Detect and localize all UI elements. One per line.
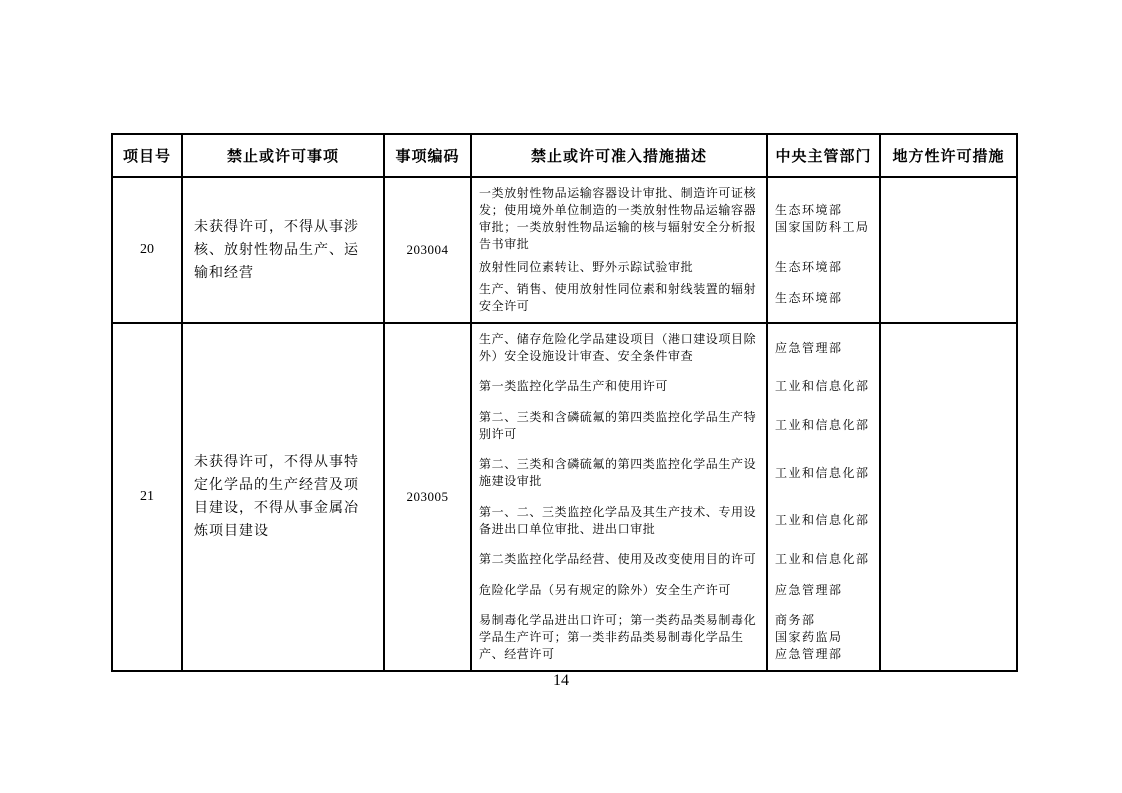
- measure-entry: [472, 259, 879, 276]
- header-central-department: 中央主管部门: [768, 135, 881, 176]
- measure-departments: [766, 340, 879, 357]
- page-number: 14: [553, 672, 569, 689]
- measure-entry: [472, 612, 879, 663]
- department-name: 工业和信息化部: [775, 418, 870, 433]
- measure-departments: [766, 512, 879, 529]
- header-measure-description: 禁止或许可准入措施描述: [472, 135, 768, 176]
- measure-departments: [766, 259, 879, 276]
- department-name: 生态环境部: [775, 203, 843, 217]
- department-name: 生态环境部: [775, 290, 843, 305]
- measure-description: 第二、三类和含磷硫氟的第四类监控化学品生产设施建设审批: [479, 457, 757, 489]
- measure-departments: [766, 582, 879, 599]
- department-name: 生态环境部: [775, 259, 843, 274]
- department-name: 工业和信息化部: [775, 552, 870, 567]
- measure-departments: [766, 417, 879, 434]
- table-header-row: [113, 135, 1016, 178]
- measure-description: 易制毒化学品进出口许可；第一类药品类易制毒化学品生产许可；第一类非药品类易制毒化学品生产、经营许可: [479, 612, 757, 661]
- measure-entry: [472, 331, 879, 365]
- department-name: 应急管理部: [775, 582, 843, 597]
- measures-cell: [472, 324, 881, 670]
- header-local-measures: 地方性许可措施: [892, 149, 1005, 165]
- measure-entry: [472, 456, 879, 490]
- measure-entry: [472, 281, 879, 315]
- header-item-number: 项目号: [113, 135, 183, 176]
- code-cell: 203004: [385, 178, 472, 322]
- admission-measures-table: [111, 133, 1018, 672]
- department-name: 应急管理部: [775, 340, 843, 355]
- measure-departments: [766, 465, 879, 482]
- header-matter: 禁止或许可事项: [183, 135, 385, 176]
- measure-description: 生产、储存危险化学品建设项目（港口建设项目除外）安全设施设计审查、安全条件审查: [479, 332, 757, 363]
- local-measures-cell: [881, 178, 1016, 322]
- measure-description: 生产、销售、使用放射性同位素和射线装置的辐射安全许可: [479, 282, 757, 313]
- measure-entry: [472, 409, 879, 443]
- measure-departments: [766, 551, 879, 568]
- measure-departments: [766, 612, 879, 663]
- matter-cell: 未获得许可，不得从事特定化学品的生产经营及项目建设，不得从事金属冶炼项目建设: [183, 324, 385, 670]
- measure-departments: [766, 202, 879, 236]
- department-name: 应急管理部: [775, 646, 843, 661]
- measures-cell: [472, 178, 881, 322]
- measure-description: 一类放射性物品运输容器设计审批、制造许可证核发；使用境外单位制造的一类放射性物品运输容器审批；一类放射性物品运输的核与辐射安全分析报告书审批: [479, 186, 757, 251]
- item-number-cell: 20: [113, 178, 183, 322]
- code-cell: 203005: [385, 324, 472, 670]
- measure-entry: [472, 582, 879, 599]
- table-row: [113, 178, 1016, 324]
- department-name: 工业和信息化部: [775, 379, 870, 394]
- department-name: 国家药监局: [775, 629, 843, 644]
- measure-departments: [766, 378, 879, 395]
- measure-description: 第一、二、三类监控化学品及其生产技术、专用设备进出口单位审批、进出口审批: [479, 504, 757, 536]
- measure-description: 放射性同位素转让、野外示踪试验审批: [479, 259, 694, 274]
- measure-description: 第二、三类和含磷硫氟的第四类监控化学品生产特别许可: [479, 409, 757, 441]
- table-row: [113, 324, 1016, 670]
- item-number-cell: 21: [113, 324, 183, 670]
- matter-cell: 未获得许可，不得从事涉核、放射性物品生产、运输和经营: [183, 178, 385, 322]
- measure-description: 第二类监控化学品经营、使用及改变使用目的许可: [479, 552, 757, 567]
- header-code: 事项编码: [385, 135, 472, 176]
- department-name: 商务部: [775, 612, 816, 627]
- measure-entry: [472, 185, 879, 253]
- measure-description: 第一类监控化学品生产和使用许可: [479, 379, 669, 394]
- measure-entry: [472, 551, 879, 568]
- department-name: 工业和信息化部: [775, 513, 870, 528]
- measure-description: 危险化学品（另有规定的除外）安全生产许可: [479, 582, 732, 597]
- department-name: 工业和信息化部: [775, 465, 870, 480]
- measure-entry: [472, 378, 879, 395]
- measure-entry: [472, 504, 879, 538]
- department-name: 国家国防科工局: [775, 220, 870, 234]
- local-measures-cell: [881, 324, 1016, 670]
- measure-departments: [766, 290, 879, 307]
